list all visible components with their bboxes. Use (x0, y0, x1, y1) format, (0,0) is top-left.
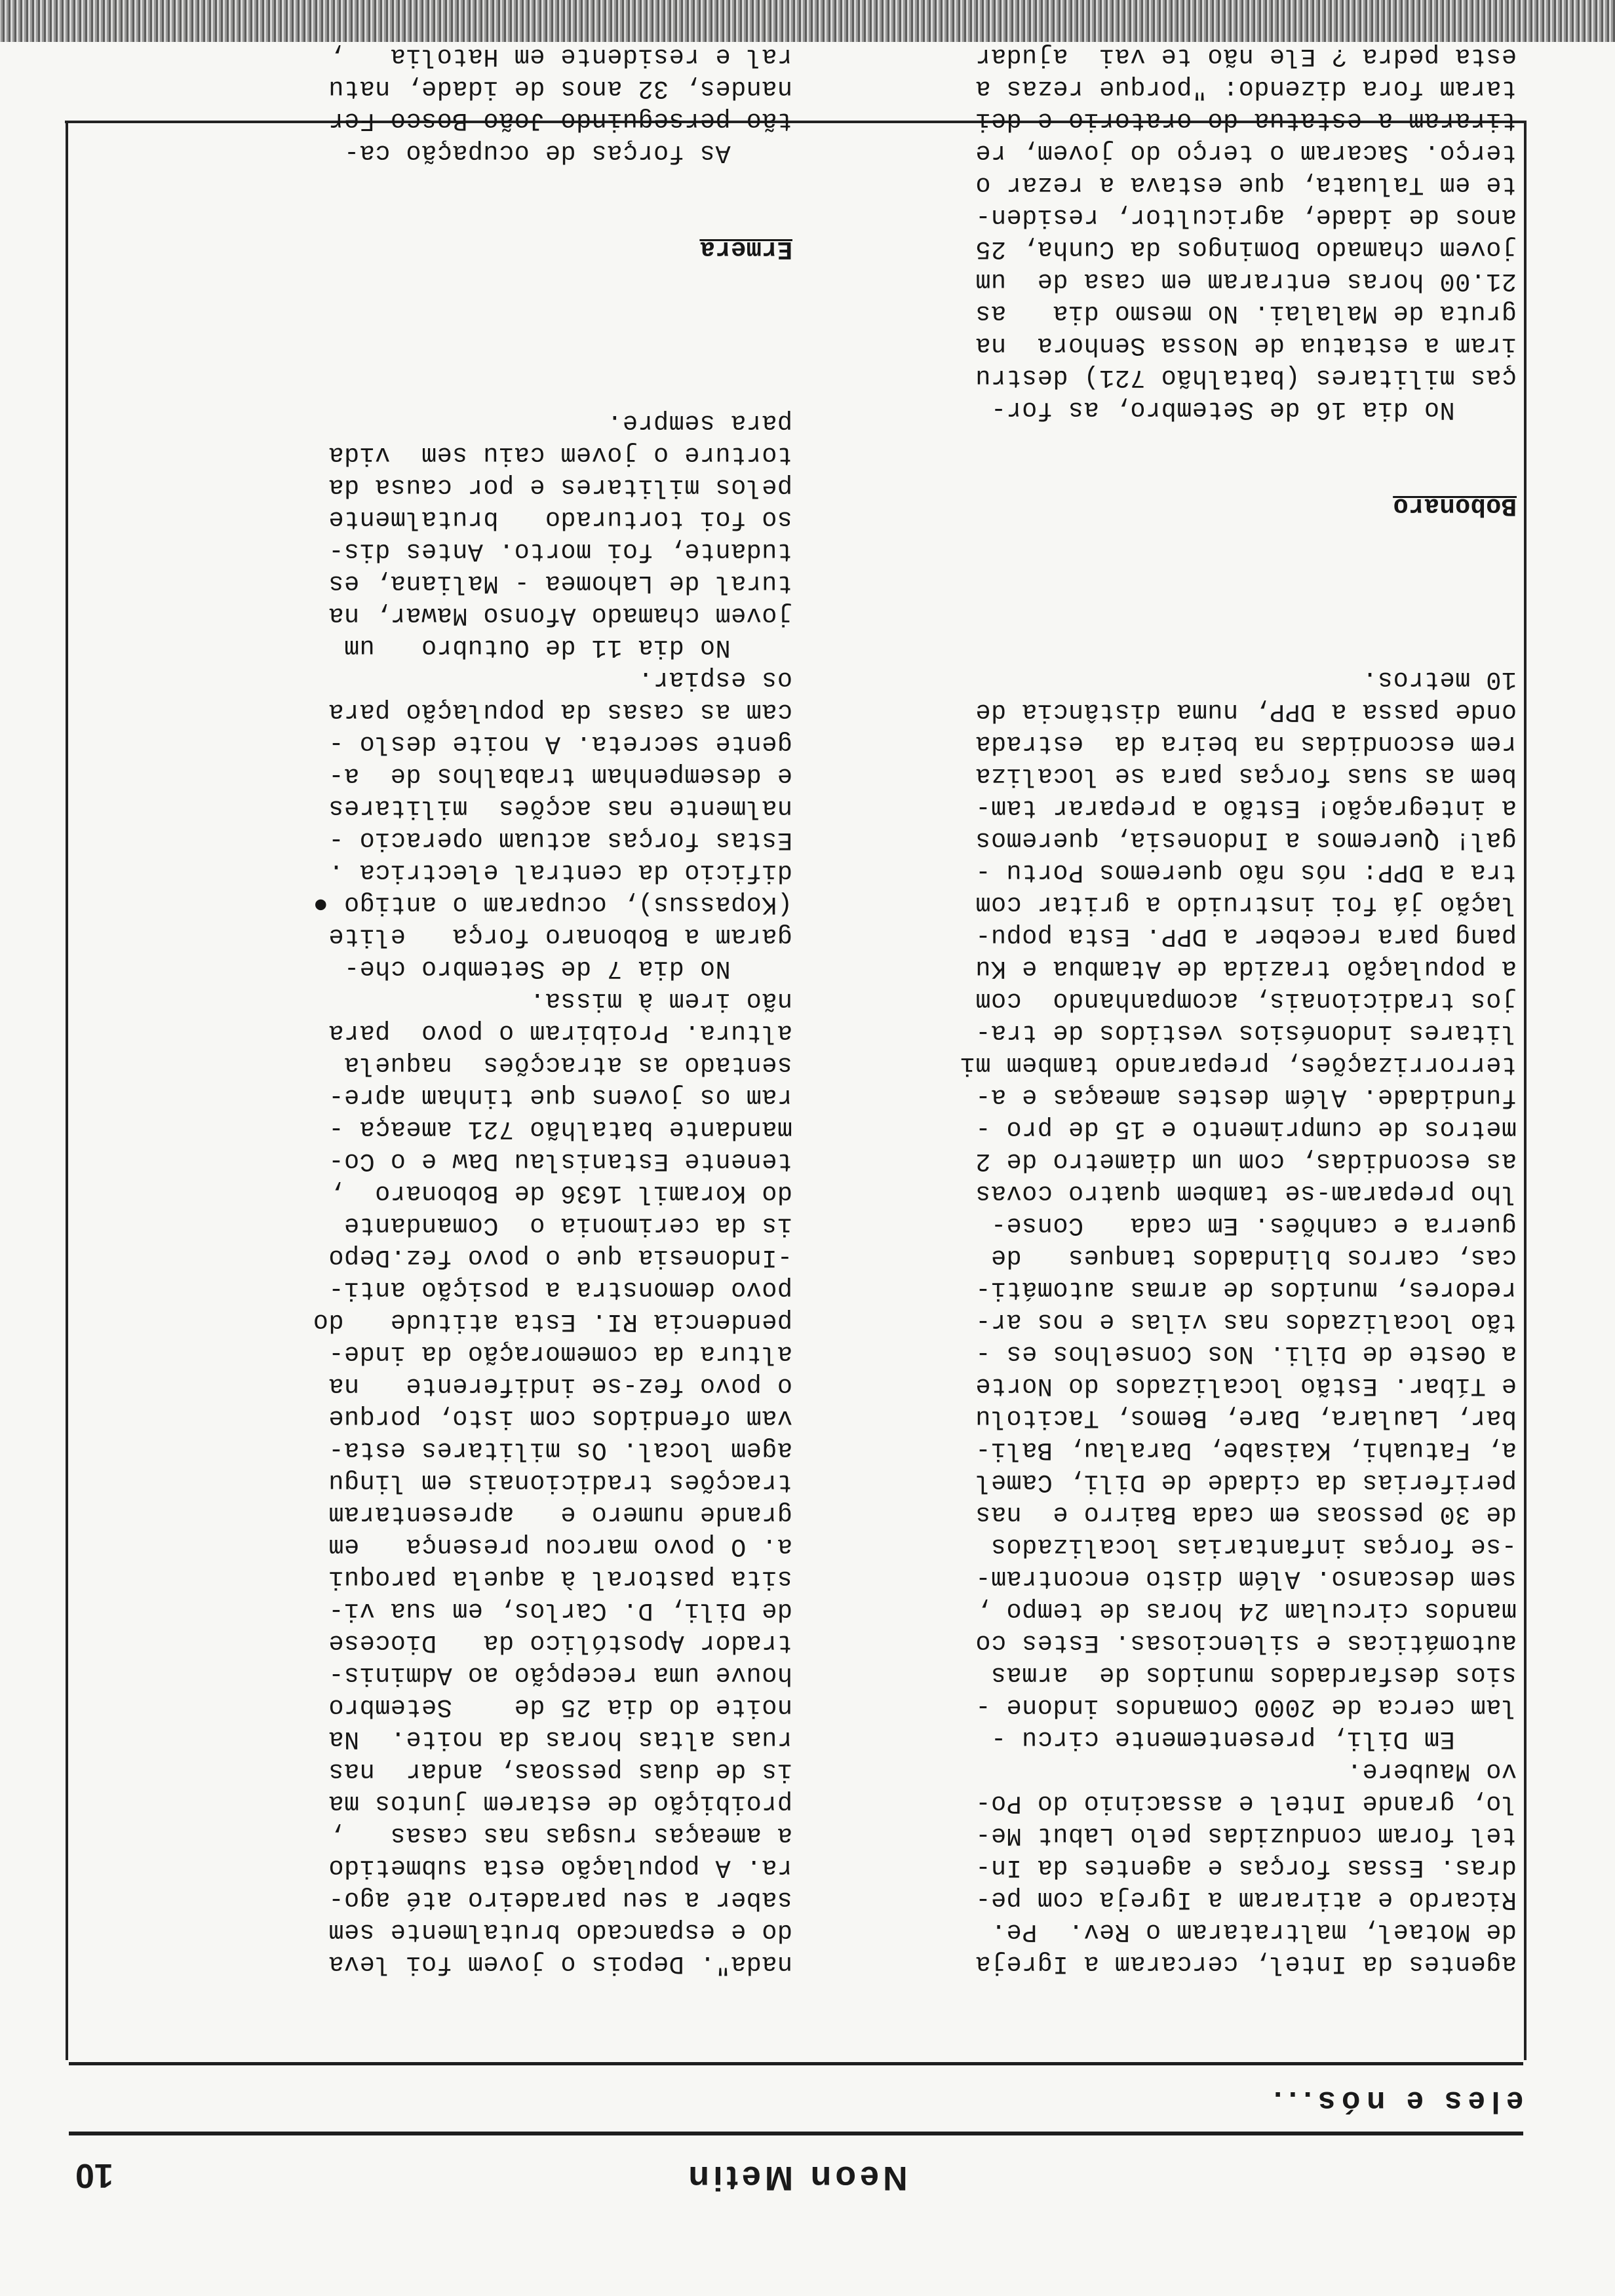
text-line: os espiar. (637, 665, 792, 694)
text-line: mandos circulam 24 horas de tempo , (975, 1596, 1517, 1625)
text-line: jovem chamado Afonso Mawar, na (328, 601, 792, 630)
text-line: o povo fez-se indiferente na (328, 1371, 792, 1400)
text-line: sentado as atracções naquela (343, 1050, 792, 1079)
text-line: onde passa a DPP, numa distância de (975, 697, 1517, 726)
text-line: nada". Depois o jovem foi leva (328, 1949, 792, 1978)
text-line: do e espancado brutalmente sem (328, 1917, 792, 1946)
text-line: lam cerca de 2000 Comandos indone - (975, 1693, 1517, 1721)
text-line: tracções tradicionais em lingu (328, 1468, 792, 1497)
text-line: fundidade. Além destes ameaças e a- (975, 1082, 1517, 1111)
text-line: a. O povo marcou presença em (328, 1532, 792, 1561)
text-line: is de duas pessoas, andar nas (328, 1757, 792, 1786)
text-line: metros de cumprimento e 15 de pro - (975, 1115, 1517, 1143)
text-line: pelos militares e por causa da (328, 472, 792, 501)
text-line: dras. Essas forças e agentes da In- (975, 1853, 1517, 1882)
text-line: anos de idade, agricultor, residen- (975, 202, 1517, 231)
text-line: povo demonstra a posição anti- (328, 1275, 792, 1304)
text-line: redores, munidos de armas automáti- (975, 1275, 1517, 1304)
text-line: garam a Bobonaro força elite (328, 922, 792, 951)
text-line: ral e residente em Hatolia , (328, 42, 792, 71)
text-line: tenente Estanislau Daw e o Co- (328, 1147, 792, 1176)
text-line: gente secreta. A noite deslo - (328, 729, 792, 758)
running-header (69, 2139, 1523, 2198)
publication-title: Neon Metin (684, 2159, 908, 2197)
text-line: para sempre. (606, 408, 792, 437)
text-line: tão localizados nas vilas e nos ar- (975, 1307, 1517, 1336)
text-line: periferias da cidade de Dili, Camel (975, 1468, 1517, 1497)
text-line: lo, grande Intel e assacinio do Po- (975, 1789, 1517, 1818)
article-column-right (101, 0, 792, 2044)
text-line: altura da comemoração da inde- (328, 1339, 792, 1368)
text-line: agem local. Os militares esta- (328, 1436, 792, 1464)
text-line: mandante batalhão 721 ameaça - (328, 1115, 792, 1143)
text-line: gal! Queremos a Indonesia, queremos (975, 826, 1517, 854)
text-line: as escondidas, com um diametro de 2 (975, 1147, 1517, 1176)
right-column-lines-continued (101, 40, 792, 168)
text-line: 10 metros. (1361, 665, 1517, 694)
text-line: sita pastoral à aquela paroqui (328, 1564, 792, 1593)
text-line: ruas altas horas da noite. Na (328, 1725, 792, 1753)
text-line: No dia 11 de Outubro um (343, 633, 792, 662)
text-line: -Indonesia que o povo fez.Depo (328, 1243, 792, 1272)
text-line: As forças de ocupação ca- (343, 138, 792, 167)
page-number: 10 (75, 2156, 113, 2194)
subheading-bobonaro: Bobonaro (1393, 491, 1517, 520)
text-line: vo Maubere. (1346, 1757, 1517, 1786)
text-line: iram a estatua de Nossa Senhora na (975, 331, 1517, 360)
text-line: ra. A população esta submetido (328, 1853, 792, 1882)
text-line: cam as casas da população para (328, 697, 792, 726)
text-line: sios desfardados munidos de armas (990, 1660, 1517, 1689)
article-column-left (825, 0, 1517, 2044)
text-line: do Koramil 1636 de Bobonaro , (328, 1179, 792, 1208)
text-line: lho preparam-se tambem quatro covas (975, 1179, 1517, 1208)
text-line: dificio da central electrica . (328, 858, 792, 887)
text-line: lação já foi instruido a gritar com (975, 890, 1517, 919)
header-rule (69, 2132, 1523, 2135)
left-column-lines-continued (825, 40, 1517, 425)
text-line: nandes, 32 anos de idade, natu (328, 74, 792, 103)
text-line: saber a seu paradeiro até ago- (328, 1885, 792, 1914)
text-line: houve uma recepção ao Adminis- (328, 1660, 792, 1689)
text-line: tural de Lahomea - Maliana, es (328, 569, 792, 598)
scan-edge-noise (0, 0, 1615, 42)
text-line: noite do dia 25 de Setembro (328, 1693, 792, 1721)
text-line: 21.00 horas entraram em casa de um (975, 267, 1517, 296)
text-line: de Motael, maltrataram o Rev. Pe. (990, 1917, 1517, 1946)
text-line: torture o jovem caiu sem vida (328, 440, 792, 469)
text-line: terrorrizações, preparando tambem mi (960, 1050, 1517, 1079)
text-line: a ameaças rusgas nas casas , (328, 1821, 792, 1850)
text-line: ram os jovens que tinham apre- (328, 1082, 792, 1111)
text-line: a população trazida de Atambua e Ku (975, 954, 1517, 983)
spacer (825, 586, 1517, 599)
text-line: terço. Sacaram o terço do jovem, re (975, 138, 1517, 167)
text-line: bem as suas forças para se localiza (975, 761, 1517, 790)
text-line: -se forças infantarias localizados (990, 1532, 1517, 1561)
text-line: esta pedra ? Ele não te vai ajudar (975, 42, 1517, 71)
text-line: e Tíbar. Estão localizados do Norte (975, 1371, 1517, 1400)
text-line: tra a DPP: nós não queremos Portu - (975, 858, 1517, 887)
text-line: nalmente nas acções militares (328, 794, 792, 822)
text-line: rem escondidas na beira da estrada (975, 729, 1517, 758)
text-line: tiraram a estatua do oratorio e dei (975, 106, 1517, 135)
text-line: agentes da Intel, cercaram a Igreja (975, 1949, 1517, 1978)
section-title: eles e nós... (1267, 2086, 1523, 2120)
text-line: guerra e canhões. Em cada Conse- (990, 1211, 1517, 1240)
text-line: bar, Laulara, Dare, Bemos, Tacitolu (975, 1404, 1517, 1432)
text-line: proibição de estarem juntos ma (328, 1789, 792, 1818)
subheading-ermera: Ermera (699, 235, 792, 263)
text-line: Estas forças actuam operacio - (328, 826, 792, 854)
text-line: Em Dili, presentemente circu - (990, 1725, 1517, 1753)
text-line: Ricardo e atiraram a Igreja com pe- (975, 1885, 1517, 1914)
frame-right-rule (66, 121, 68, 2060)
text-line: te em Taluata, que estava a rezar o (975, 170, 1517, 199)
text-line: pendencia RI. Esta atitude do (313, 1307, 792, 1336)
text-line: tudante, foi morto. Antes dis- (328, 537, 792, 565)
section-rule (69, 2062, 1523, 2065)
text-line: litares indonésios vestidos de tra- (975, 1018, 1517, 1047)
text-line: vam ofendidos com isto, porque (328, 1404, 792, 1432)
text-line: pang para receber a DPP. Esta popu- (975, 922, 1517, 951)
text-line: de Dili, D. Carlos, em sua vi- (328, 1596, 792, 1625)
text-line: No dia 16 de Setembro, as for- (990, 395, 1517, 424)
text-line: so foi torturado brutalmente (328, 505, 792, 533)
text-line: não irem à missa. (529, 986, 792, 1015)
text-line: jovem chamado Domingos da Cunha, 25 (975, 235, 1517, 263)
text-line: tão perseguindo João Bosco Fer (328, 106, 792, 135)
text-line: a, Fatuahi, Kaisabe, Daralau, Bali- (975, 1436, 1517, 1464)
text-line: gruta de Malalai. No mesmo dia as (975, 299, 1517, 328)
right-column-lines (101, 406, 792, 1980)
text-line: automáticas e silenciosas. Estes co (975, 1628, 1517, 1657)
text-line: ças militares (batalhão 721) destru (975, 363, 1517, 392)
text-line: a Oeste de Dili. Nos Conselhos es - (975, 1339, 1517, 1368)
spacer (101, 329, 792, 342)
left-column-lines (825, 663, 1517, 1980)
text-line: e desempenham trabalhos de a- (328, 761, 792, 790)
text-line: trador Apostólico da Diocese (328, 1628, 792, 1657)
frame-left-rule (1524, 122, 1527, 2060)
text-line: tel foram conduzidas pelo Labut Me- (975, 1821, 1517, 1850)
text-line: grande numero e apresentaram (328, 1500, 792, 1529)
text-line: (Kopassus), ocuparam o antigo ● (313, 890, 792, 919)
text-line: jos tradicionais, acompanhando com (975, 986, 1517, 1015)
text-line: sem descanso. Além disto encontram- (975, 1564, 1517, 1593)
text-line: a integração! Estão a preparar tam- (975, 794, 1517, 822)
text-line: cas, carros blindados tanques de (990, 1243, 1517, 1272)
text-line: No dia 7 de Setembro che- (343, 954, 792, 983)
text-line: taram fora dizendo: "porque rezas a (975, 74, 1517, 103)
text-line: altura. Proibiram o povo para (328, 1018, 792, 1047)
text-line: de 30 pessoas em cada Bairro e nas (975, 1500, 1517, 1529)
text-line: is da cerimonia o Comandante (343, 1211, 792, 1240)
